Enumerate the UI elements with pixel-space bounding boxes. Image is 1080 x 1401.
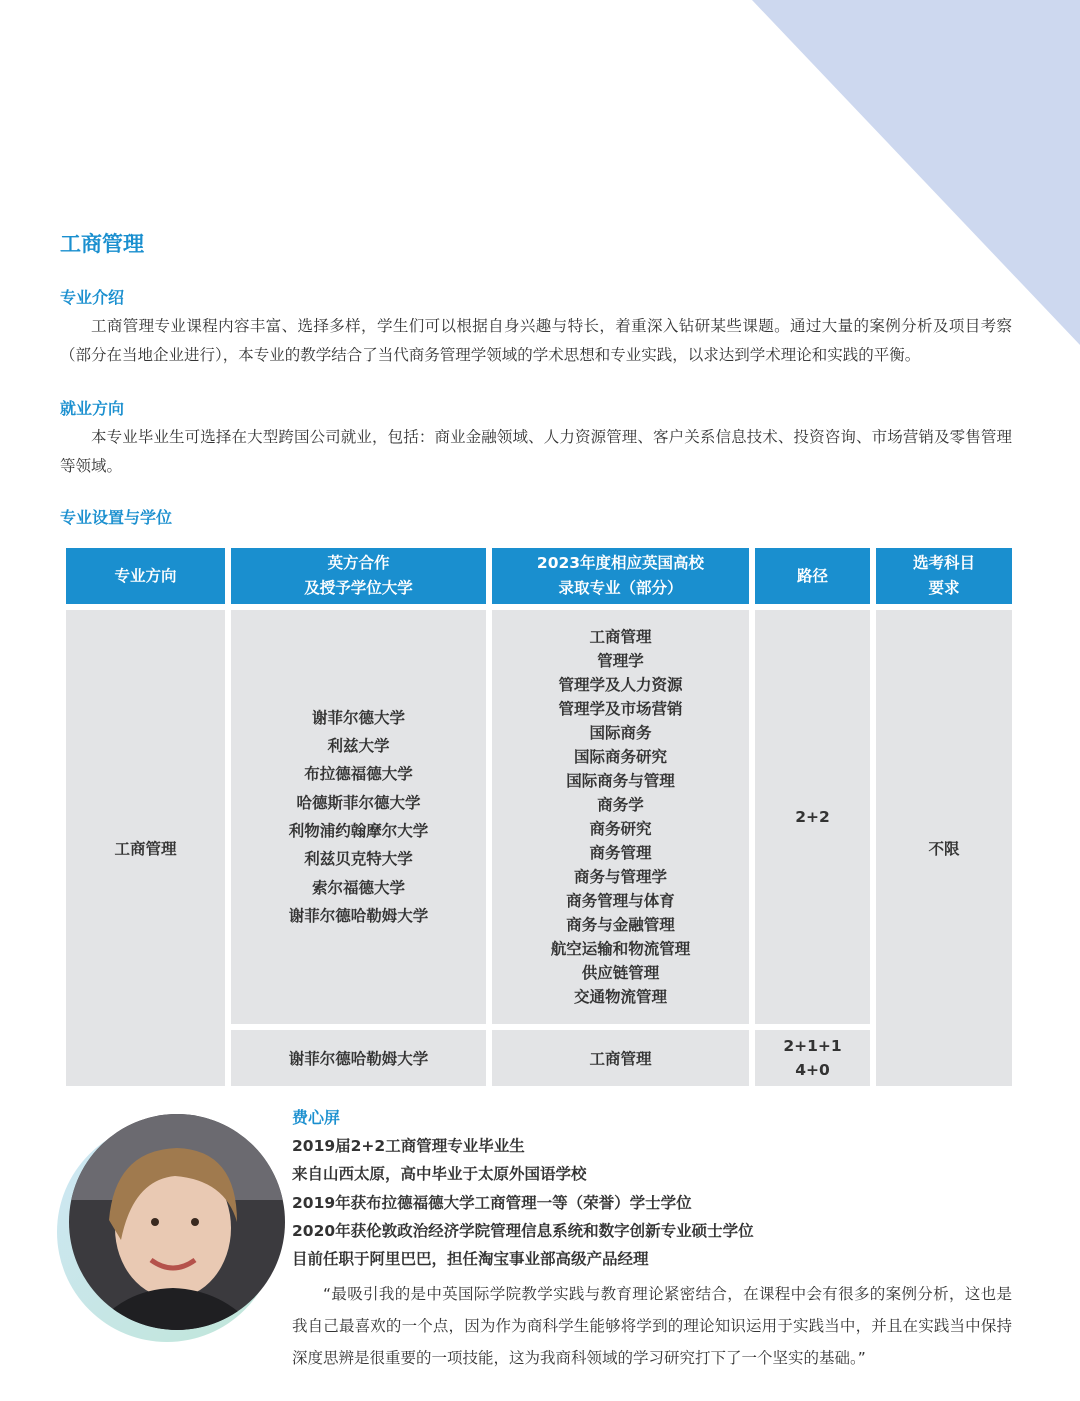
major-item: 商务研究: [589, 820, 652, 838]
header-uk-majors: 2023年度相应英国高校 录取专业（部分）: [489, 545, 752, 607]
university-item: 谢菲尔德哈勒姆大学: [288, 906, 429, 925]
major-item: 工商管理: [589, 628, 652, 646]
majors-cell: [489, 607, 752, 1027]
university-item: 利物浦约翰摩尔大学: [288, 822, 429, 840]
path-item: 2+1+1: [783, 1037, 842, 1055]
path-cell-row2: [752, 1027, 873, 1089]
path-item: 4+0: [795, 1061, 830, 1079]
intro-heading: 专业介绍: [60, 288, 125, 307]
profile-line: 来自山西太原，高中毕业于太原外国语学校: [292, 1165, 587, 1184]
intro-text: 工商管理专业课程内容丰富、选择多样，学生们可以根据自身兴趣与特长，着重深入钻研某些课题。通过大量的案例分析及项目考察（部分在当地企业进行），本专业的教学结合了当代商务管理学领域的学术思想和专业实践，以求达到学术理论和实践的平衡。: [60, 317, 1012, 364]
major-item: 国际商务研究: [573, 748, 667, 766]
table-header-row: [63, 545, 1015, 607]
university-item: 索尔福德大学: [311, 878, 405, 897]
major-item: 管理学及市场营销: [558, 700, 683, 718]
major-direction-cell: 工商管理: [63, 607, 228, 1089]
major-cell-row2: 工商管理: [489, 1027, 752, 1089]
university-cell-row2: 谢菲尔德哈勒姆大学: [228, 1027, 489, 1089]
university-item: 谢菲尔德大学: [311, 708, 405, 727]
universities-cell: [228, 607, 489, 1027]
profile-line: 2019届2+2工商管理专业毕业生: [292, 1137, 525, 1155]
profile-quote: “最吸引我的是中英国际学院教学实践与教育理论紧密结合，在课程中会有很多的案例分析，这也是我自己最喜欢的一个点，因为作为商科学生能够将学到的理论知识运用于实践当中，并且在实践当中保持深度思辨是很重要的一项技能，这为我商科领域的学习研究打下了一个坚实的基础。”: [292, 1285, 1012, 1367]
major-item: 供应链管理: [581, 964, 660, 982]
major-item: 国际商务与管理: [566, 772, 675, 790]
major-item: 商务与金融管理: [566, 916, 675, 934]
major-item: 商务与管理学: [573, 868, 667, 886]
university-item: 布拉德福德大学: [304, 765, 413, 784]
header-path: 路径: [752, 545, 873, 607]
major-item: 商务管理: [589, 844, 652, 862]
university-item: 利兹大学: [327, 737, 390, 756]
requirement-cell: 不限: [873, 607, 1015, 1089]
header-major-direction: 专业方向: [63, 545, 228, 607]
profile-line: 2019年获布拉德福德大学工商管理一等（荣誉）学士学位: [292, 1193, 692, 1212]
career-text: 本专业毕业生可选择在大型跨国公司就业，包括：商业金融领域、人力资源管理、客户关系信息技术、投资咨询、市场营销及零售管理等领域。: [60, 428, 1012, 475]
profile-line: 2020年获伦敦政治经济学院管理信息系统和数字创新专业硕士学位: [292, 1221, 754, 1240]
header-partner-university: 英方合作 及授予学位大学: [228, 545, 489, 607]
university-item: 利兹贝克特大学: [304, 850, 413, 869]
major-item: 国际商务: [589, 724, 652, 742]
major-item: 管理学及人力资源: [558, 676, 683, 694]
major-item: 交通物流管理: [573, 988, 667, 1006]
header-subject-requirement: 选考科目 要求: [873, 545, 1015, 607]
table-row: [63, 607, 1015, 1027]
portrait-photo: [55, 1110, 287, 1342]
profile-line: 目前任职于阿里巴巴，担任淘宝事业部高级产品经理: [292, 1250, 649, 1269]
major-item: 管理学: [597, 652, 644, 670]
corner-decoration: [0, 0, 1080, 350]
university-item: 哈德斯菲尔德大学: [296, 793, 421, 812]
page-title: 工商管理: [60, 232, 144, 256]
profile-block: [292, 1104, 754, 1273]
major-item: 航空运输和物流管理: [550, 940, 691, 958]
major-item: 商务管理与体育: [566, 892, 675, 910]
table-heading: 专业设置与学位: [60, 508, 173, 527]
career-heading: 就业方向: [60, 399, 125, 418]
major-item: 商务学: [597, 796, 644, 814]
path-cell: 2+2: [752, 607, 873, 1027]
profile-name: 费心屏: [292, 1108, 341, 1127]
degree-table: [60, 542, 1018, 1092]
